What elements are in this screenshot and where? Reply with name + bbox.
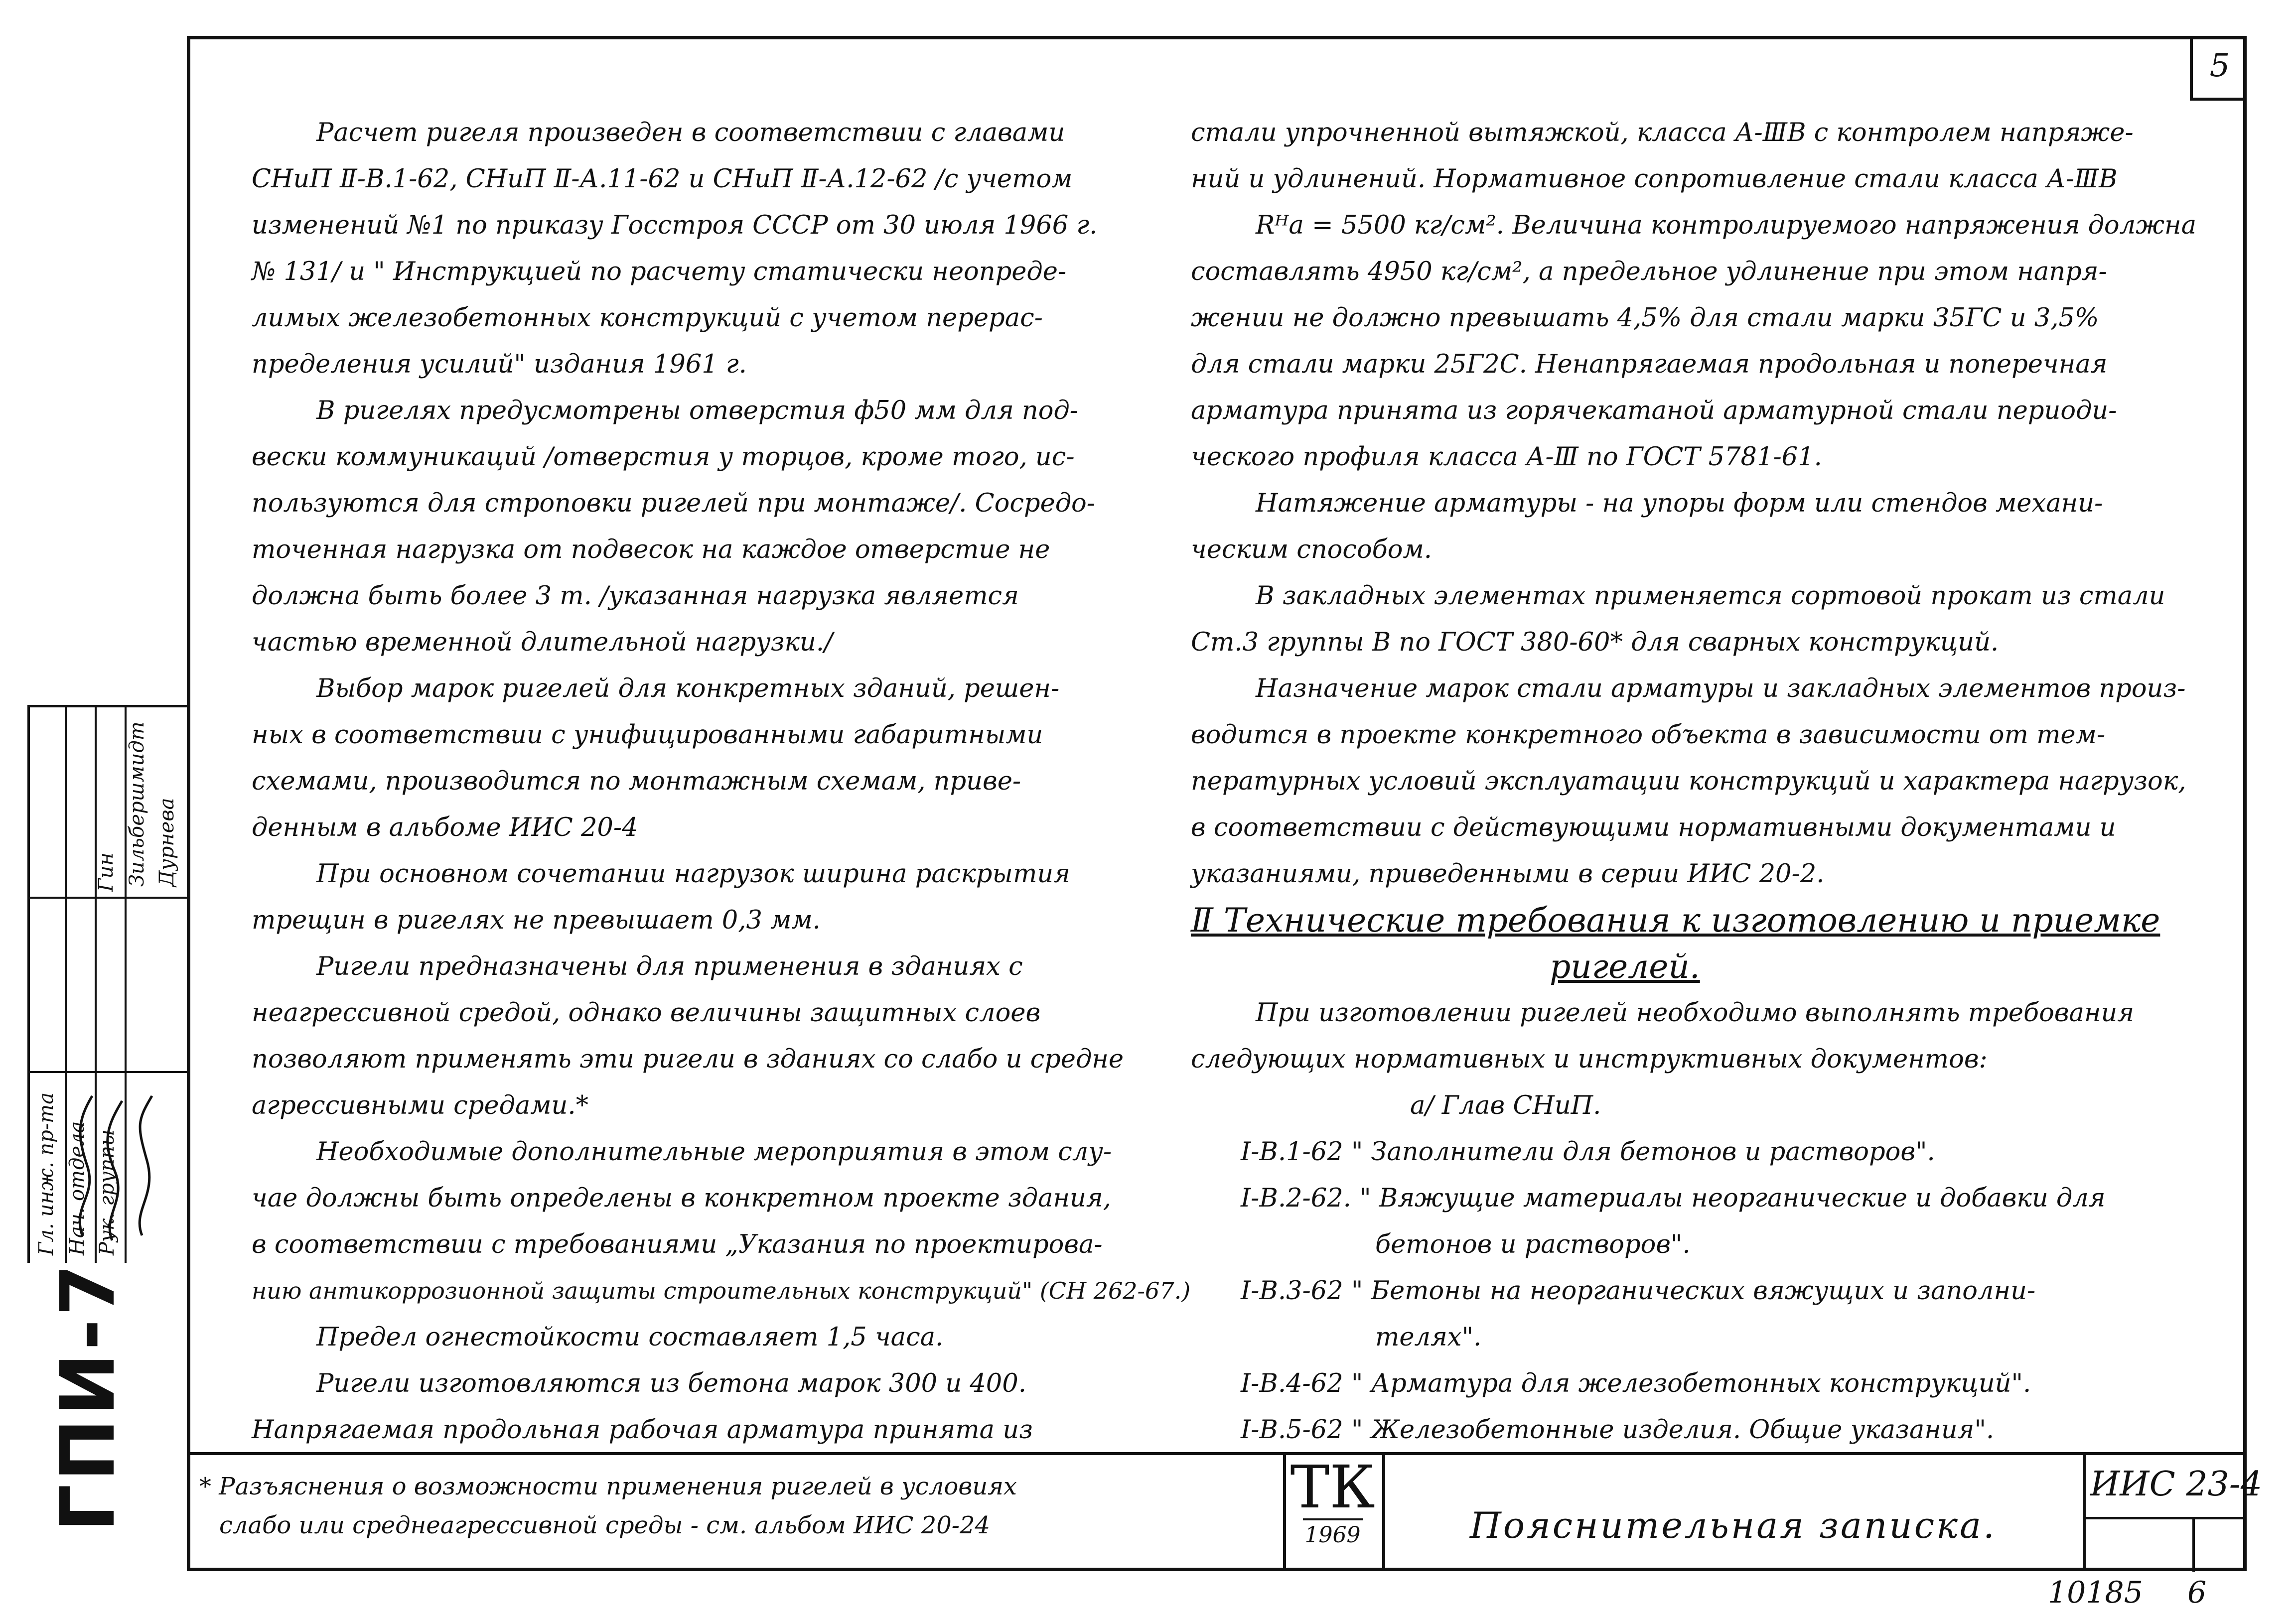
footnote-line: слабо или среднеагрессивной среды - см. альбом ИИС 20-24 — [219, 1511, 991, 1539]
text-line: Натяжение арматуры - на упоры форм или стендов механи- — [1256, 489, 2103, 518]
text-line: Выбор марок ригелей для конкретных зданий, решен- — [316, 674, 1060, 703]
list-item-cont: бетонов и растворов". — [1375, 1230, 1691, 1259]
text-line: для стали марки 25Г2С. Ненапрягаемая продольная и поперечная — [1191, 350, 2108, 379]
list-item: Ⅰ-В.2-62. " Вяжущие материалы неорганические и добавки для — [1241, 1184, 2106, 1213]
right-column — [1191, 110, 2222, 1453]
text-line: Напрягаемая продольная рабочая арматура принята из — [252, 1415, 1033, 1445]
list-item: Ⅰ-В.5-62 " Железобетонные изделия. Общие указания". — [1241, 1415, 1995, 1445]
text-line: В закладных элементах применяется сортовой прокат из стали — [1256, 581, 2165, 611]
list-item: Ⅰ-В.3-62 " Бетоны на неорганических вяжущих и заполни- — [1241, 1276, 2036, 1306]
text-line: арматура принята из горячекатаной арматурной стали периоди- — [1191, 396, 2117, 425]
role-label: Рук. группы — [96, 1129, 119, 1255]
text-line: Ригели изготовляются из бетона марок 300 и 400. — [316, 1369, 1026, 1398]
text-line: Предел огнестойкости составляет 1,5 часа. — [316, 1323, 944, 1352]
page-number: 5 — [2190, 36, 2247, 101]
text-line: пературных условий эксплуатации конструкций и характера нагрузок, — [1191, 767, 2186, 796]
list-item-cont: телях". — [1375, 1323, 1482, 1352]
name-label: Дурнева — [155, 798, 178, 887]
footnote — [199, 1467, 1017, 1545]
footnote-divider — [187, 1452, 1283, 1455]
text-line: составлять 4950 кг/см², а предельное удлинение при этом напря- — [1191, 257, 2107, 286]
text-line: схемами, производится по монтажным схемам, приве- — [252, 767, 1021, 796]
approval-strip — [27, 705, 187, 1263]
text-line: ний и удлинений. Нормативное сопротивление стали класса А-ⅢВ — [1191, 164, 2118, 194]
text-line: При основном сочетании нагрузок ширина раскрытия — [316, 859, 1070, 889]
text-line: должна быть более 3 т. /указанная нагрузка является — [252, 581, 1019, 611]
sheet-number: 6 — [2187, 1575, 2207, 1610]
text-line: агрессивными средами.* — [252, 1091, 589, 1120]
section-heading: Ⅱ Технические требования к изготовлению и приемке — [1191, 901, 2160, 940]
text-line: водится в проекте конкретного объекта в зависимости от тем- — [1191, 720, 2106, 750]
text-line: № 131/ и " Инструкцией по расчету статически неопреде- — [252, 257, 1067, 286]
text-line: нию антикоррозионной защиты строительных конструкций" (СН 262-67.) — [252, 1277, 1191, 1304]
signatures — [67, 1076, 187, 1255]
text-line: указаниями, приведенными в серии ИИС 20-2. — [1191, 859, 1825, 889]
organization-stamp: ГПИ-7 — [45, 1261, 132, 1532]
text-line: следующих нормативных и инструктивных документов: — [1191, 1045, 1988, 1074]
divider — [30, 1071, 187, 1073]
section-heading-cont: ригелей. — [1550, 947, 1700, 986]
text-line: В ригелях предусмотрены отверстия ф50 мм для под- — [316, 396, 1079, 425]
footnote-line: * Разъяснения о возможности применения ригелей в условиях — [199, 1473, 1017, 1500]
text-line: Rᴴa = 5500 кг/см². Величина контролируемого напряжения должна — [1256, 211, 2197, 240]
text-line: Ст.3 группы В по ГОСТ 380-60* для сварных конструкций. — [1191, 628, 1999, 657]
divider — [30, 897, 187, 899]
text-line: в соответствии с действующими нормативными документами и — [1191, 813, 2116, 842]
text-line: пределения усилий" издания 1961 г. — [252, 350, 747, 379]
text-line: жении не должно превышать 4,5% для стали марки 35ГС и 3,5% — [1191, 303, 2099, 333]
text-line: частью временной длительной нагрузки./ — [252, 628, 833, 657]
text-line: При изготовлении ригелей необходимо выполнять требования — [1256, 998, 2135, 1028]
divider — [2083, 1517, 2247, 1519]
left-column — [252, 110, 1198, 1453]
text-line: Ригели предназначены для применения в зданиях с — [316, 952, 1023, 981]
divider — [2192, 1517, 2195, 1572]
text-line: Назначение марок стали арматуры и закладных элементов произ- — [1256, 674, 2186, 703]
list-item: Ⅰ-В.1-62 " Заполнители для бетонов и растворов". — [1241, 1137, 1935, 1167]
text-line: СНиП Ⅱ-В.1-62, СНиП Ⅱ-А.11-62 и СНиП Ⅱ-А.12-62 /с учетом — [252, 164, 1073, 194]
text-line: позволяют применять эти ригели в зданиях со слабо и средне — [252, 1045, 1124, 1074]
album-code: ИИС 23-4 — [2090, 1465, 2263, 1504]
tk-year: 1969 — [1303, 1518, 1363, 1550]
inventory-number: 10185 — [2048, 1575, 2143, 1610]
text-line: Необходимые дополнительные мероприятия в этом слу- — [316, 1137, 1112, 1167]
text-line: стали упрочненной вытяжкой, класса А-ⅢВ с контролем напряже- — [1191, 118, 2134, 147]
text-line: ческого профиля класса А-Ⅲ по ГОСТ 5781-61. — [1191, 442, 1822, 472]
text-line: денным в альбоме ИИС 20-4 — [252, 813, 638, 842]
text-line: в соответствии с требованиями „Указания по проектирова- — [252, 1230, 1103, 1259]
name-label: Гин — [95, 852, 118, 892]
text-line: пользуются для строповки ригелей при монтаже/. Сосредо- — [252, 489, 1095, 518]
text-line: ческим способом. — [1191, 535, 1432, 564]
tk-stamp — [1283, 1452, 1385, 1571]
list-item: Ⅰ-В.4-62 " Арматура для железобетонных конструкций". — [1241, 1369, 2031, 1398]
text-line: вески коммуникаций /отверстия у торцов, кроме того, ис- — [252, 442, 1075, 472]
text-line: чае должны быть определены в конкретном проекте здания, — [252, 1184, 1111, 1213]
text-line: Расчет ригеля произведен в соответствии с главами — [316, 118, 1065, 147]
text-line: ных в соответствии с унифицированными габаритными — [252, 720, 1043, 750]
text-line: а/ Глав СНиП. — [1410, 1091, 1601, 1120]
text-line: неагрессивной средой, однако величины защитных слоев — [252, 998, 1041, 1028]
text-line: точенная нагрузка от подвесок на каждое отверстие не — [252, 535, 1050, 564]
name-label: Зильбершмидт — [126, 721, 148, 887]
document-title: Пояснительная записка. — [1470, 1504, 1997, 1546]
text-line: изменений №1 по приказу Госстроя СССР от 30 июля 1966 г. — [252, 211, 1098, 240]
text-line: трещин в ригелях не превышает 0,3 мм. — [252, 906, 821, 935]
role-label: Нач. отдела — [66, 1121, 89, 1255]
text-line: лимых железобетонных конструкций с учетом перерас- — [252, 303, 1043, 333]
role-label: Гл. инж. пр-та — [35, 1092, 58, 1255]
tk-letters: ТК — [1290, 1453, 1375, 1521]
